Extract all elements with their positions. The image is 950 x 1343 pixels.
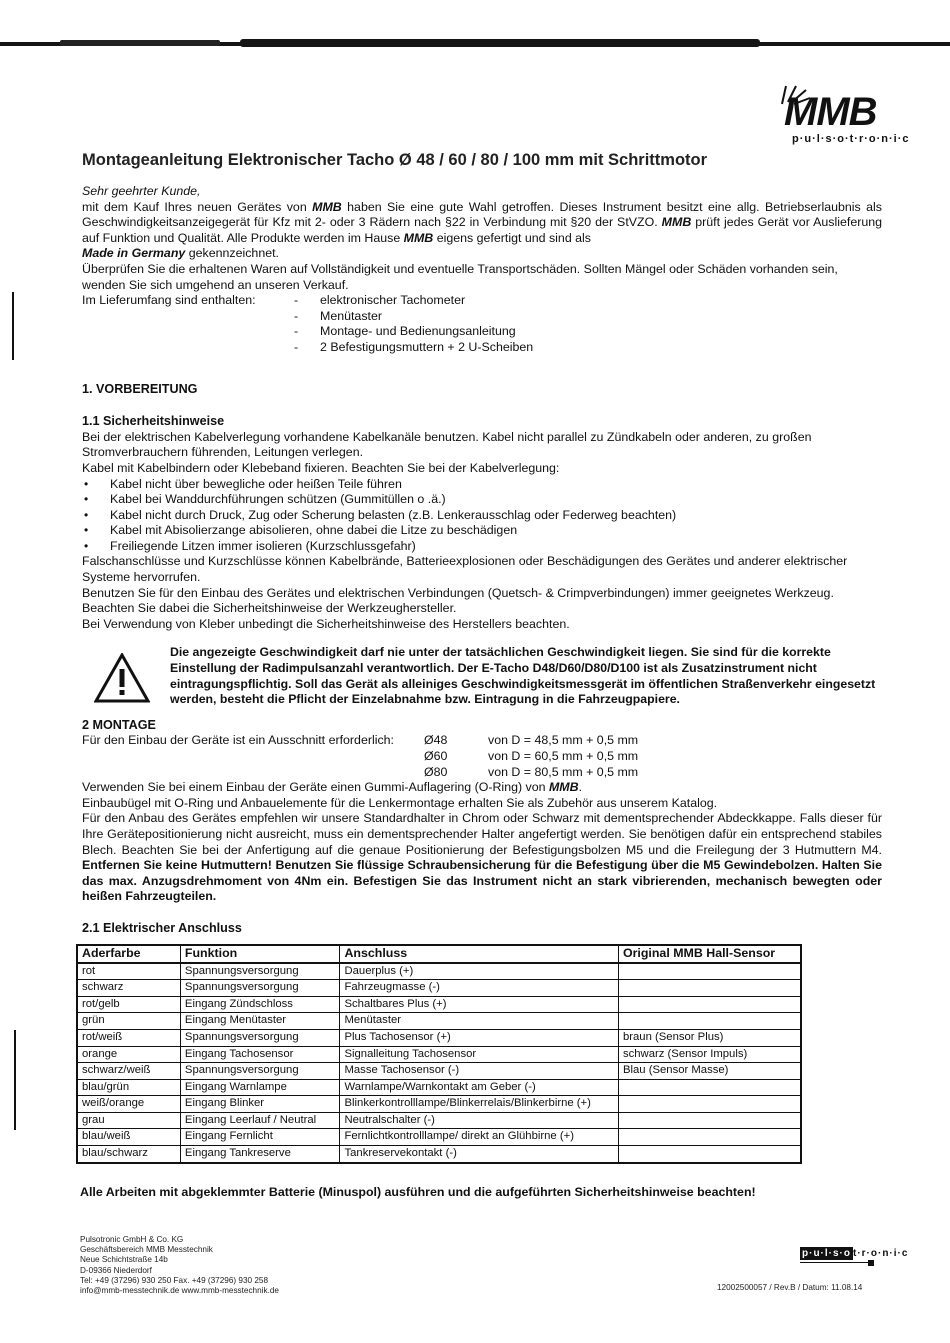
cutout-value: von D = 48,5 mm + 0,5 mm <box>488 733 639 748</box>
safety-paragraph: Falschanschlüsse und Kurzschlüsse können Kabelbrände, Batterieexplosionen oder Beschädigungen des Gerätes und anderer elektrischer Systeme hervorrufen. <box>82 554 848 585</box>
table-row: rot Spannungsversorgung Dauerplus (+) <box>77 963 801 980</box>
scope-label: Im Lieferumfang sind enthalten: <box>82 293 256 308</box>
list-item: • Kabel nicht durch Druck, Zug oder Scherung belasten (z.B. Lenkerausschlag oder Federweg beachten) <box>82 508 882 524</box>
warning-box <box>82 645 882 707</box>
warning-triangle-icon <box>94 653 150 703</box>
list-item: • Kabel mit Abisolierzange abisolieren, ohne dabei die Litze zu beschädigen <box>82 523 882 539</box>
subsection-heading-safety: 1.1 Sicherheitshinweise <box>82 414 225 429</box>
safety-paragraph: Bei Verwendung von Kleber unbedingt die Sicherheitshinweise des Herstellers beachten. <box>82 616 570 631</box>
scope-item: elektronischer Tachometer <box>320 293 466 308</box>
table-row: orange Eingang Tachosensor Signalleitung Tachosensor schwarz (Sensor Impuls) <box>77 1046 801 1063</box>
list-item: • Kabel nicht über bewegliche oder heißen Teile führen <box>82 477 882 493</box>
cutout-label: Für den Einbau der Geräte ist ein Ausschnitt erforderlich: <box>82 733 394 748</box>
table-row: grau Eingang Leerlauf / Neutral Neutralschalter (-) <box>77 1112 801 1129</box>
margin-mark <box>12 292 14 360</box>
safety-paragraph: Bei der elektrischen Kabelverlegung vorhandene Kabelkanäle benutzen. Kabel nicht parallel zu Zündkabeln oder anderen, zu großen Stromverbrauchern führenden, Leitungen verlegen. <box>82 429 812 460</box>
column-header: Original MMB Hall-Sensor <box>618 945 801 963</box>
table-row: blau/schwarz Eingang Tankreserve Tankreservekontakt (-) <box>77 1146 801 1163</box>
column-header: Funktion <box>180 945 340 963</box>
made-in-germany: Made in Germany gekennzeichnet. <box>82 246 279 261</box>
table-row: rot/gelb Eingang Zündschloss Schaltbares Plus (+) <box>77 996 801 1013</box>
cutout-value: von D = 60,5 mm + 0,5 mm <box>488 749 639 763</box>
brand-name: MMB <box>403 230 434 245</box>
section-heading-preparation: 1. VORBEREITUNG <box>82 381 198 396</box>
footer-line: Neue Schichtstraße 14b <box>80 1255 168 1265</box>
footer-line: D-09366 Niederdorf <box>80 1265 152 1275</box>
cutout-size: Ø60 <box>424 749 448 763</box>
cutout-size: Ø80 <box>424 764 448 779</box>
warning-text: Die angezeigte Geschwindigkeit darf nie unter der tatsächlichen Geschwindigkeit liegen. Sie sind für die korrekte Einstellung der Radimpulsanzahl verantwortlich. Der E-Tacho D48/D60/D80/D100 ist als Zusatzinstrument nicht eintragungspflichtig. Soll das Gerät als alleiniges Geschwindigkeitsmessgerät im öffentlichen Straßenverkehr eingesetzt werden, besteht die Pflicht der Einzelabnahme bzw. Eintragung in die Fahrzeugpapiere. <box>170 645 876 707</box>
brand-name: MMB <box>312 199 342 214</box>
top-scan-bar <box>0 38 950 50</box>
logo-mark: MMB <box>784 90 877 134</box>
final-safety-note: Alle Arbeiten mit abgeklemmter Batterie (Minuspol) ausführen und die aufgeführten Sicherheitshinweise beachten! <box>80 1185 756 1199</box>
column-header: Aderfarbe <box>77 945 180 963</box>
wiring-table <box>76 944 802 1164</box>
intro-paragraph: mit dem Kauf Ihres neuen Gerätes von MMB haben Sie eine gute Wahl getroffen. Dieses Instrument besitzt eine allg. Betriebserlaubnis als Geschwindigkeitsanzeigegerät für Kfz mit 2- oder 3 Rädern nach §22 in Verbindung mit §20 der StVZO. MMB prüft jedes Gerät vor Auslieferung auf Funktion und Qualität. Alle Produkte werden im Hause MMB eigens gefertigt und sind als <box>82 199 883 245</box>
greeting: Sehr geehrter Kunde, <box>82 184 201 198</box>
wiring-table-body <box>77 963 801 1163</box>
table-row: grün Eingang Menütaster Menütaster <box>77 1013 801 1030</box>
table-row: blau/grün Eingang Warnlampe Warnlampe/Warnkontakt am Geber (-) <box>77 1079 801 1096</box>
cutout-size: Ø48 <box>424 733 448 748</box>
safety-bullet-list <box>82 477 882 555</box>
document-body <box>82 184 882 1164</box>
footer-line: Tel: +49 (37296) 930 250 Fax. +49 (37296) 930 258 <box>80 1275 268 1285</box>
scope-item: 2 Befestigungsmuttern + 2 U-Scheiben <box>320 339 534 354</box>
footer-address <box>80 1235 279 1296</box>
scope-item: Montage- und Bedienungsanleitung <box>320 324 516 339</box>
pulsotronic-logo: p·u·l·s·o t·r·o·n·i·c <box>800 1248 908 1259</box>
brand-name: MMB <box>661 215 692 230</box>
logo-sub: p·u·l·s·o·t·r·o·n·i·c <box>792 133 910 145</box>
footer-line: Geschäftsbereich MMB Messtechnik <box>80 1245 213 1255</box>
cutout-table <box>82 733 882 780</box>
document-number: 12002500057 / Rev.B / Datum: 11.08.14 <box>717 1283 863 1292</box>
footer-line: Pulsotronic GmbH & Co. KG <box>80 1235 184 1244</box>
mmb-logo <box>762 78 910 148</box>
table-header-row <box>77 945 801 963</box>
table-row: schwarz/weiß Spannungsversorgung Masse Tachosensor (-) Blau (Sensor Masse) <box>77 1063 801 1080</box>
delivery-scope: Im Lieferumfang sind enthalten: - elektronischer Tachometer - Menütaster - Montage- und Bedienungsanleitung - 2 Befestigungsmuttern + 2 U-Scheiben <box>82 293 882 355</box>
bracket-paragraph: Einbaubügel mit O-Ring und Anbauelemente für die Lenkermontage erhalten Sie als Zubehör aus unserem Katalog. <box>82 795 718 810</box>
oring-paragraph: Verwenden Sie bei einem Einbau der Geräte einen Gummi-Auflagering (O-Ring) von MMB. <box>82 780 583 795</box>
mounting-paragraph: Für den Anbau des Gerätes empfehlen wir unsere Standardhalter in Chrom oder Schwarz mit dementsprechender Abdeckkappe. Falls dieser für Ihre Gerätepositionierung nicht ausreicht, muss ein dementsprechender Halter angefertigt werden. Sie benötigen dafür ein entsprechend stabiles Blech. Beachten Sie bei der Anfertigung auf die genaue Positionierung der Befestigungsbolzen M5 und die Freilegung der 3 Hutmuttern M4. Entfernen Sie keine Hutmuttern! Benutzen Sie flüssige Schraubensicherung für die Befestigung über die M5 Gewindebolzen. Halten Sie das max. Anzugsdrehmoment von 4Nm ein. Befestigen Sie das Instrument nicht an stark vibrierenden, mechanisch bewegten oder heißen Fahrzeugteilen. <box>82 811 882 904</box>
table-row: rot/weiß Spannungsversorgung Plus Tachosensor (+) braun (Sensor Plus) <box>77 1029 801 1046</box>
cutout-value: von D = 80,5 mm + 0,5 mm <box>488 764 639 779</box>
check-paragraph: Überprüfen Sie die erhaltenen Waren auf Vollständigkeit und eventuelle Transportschäden. Sollten Mängel oder Schäden vorhanden sein, wenden Sie sich umgehend an unseren Verkauf. <box>82 261 838 292</box>
table-row: weiß/orange Eingang Blinker Blinkerkontrolllampe/Blinkerrelais/Blinkerbirne (+) <box>77 1096 801 1113</box>
table-row: schwarz Spannungsversorgung Fahrzeugmasse (-) <box>77 980 801 997</box>
list-item: • Freiliegende Litzen immer isolieren (Kurzschlussgefahr) <box>82 539 882 555</box>
page-title: Montageanleitung Elektronischer Tacho Ø 48 / 60 / 80 / 100 mm mit Schrittmotor <box>82 151 708 169</box>
footer-line: info@mmb-messtechnik.de www.mmb-messtechnik.de <box>80 1286 279 1296</box>
column-header: Anschluss <box>340 945 618 963</box>
table-row: blau/weiß Eingang Fernlicht Fernlichtkontrolllampe/ direkt an Glühbirne (+) <box>77 1129 801 1146</box>
brand-name: MMB <box>548 780 579 795</box>
margin-mark <box>14 1030 16 1130</box>
list-item: • Kabel bei Wanddurchführungen schützen (Gummitüllen o .ä.) <box>82 492 882 508</box>
section-heading-mounting: 2 MONTAGE <box>82 717 156 732</box>
safety-paragraph: Kabel mit Kabelbindern oder Klebeband fixieren. Beachten Sie bei der Kabelverlegung: <box>82 460 560 475</box>
safety-paragraph: Benutzen Sie für den Einbau des Gerätes und elektrischen Verbindungen (Quetsch- & Crimpverbindungen) immer geeignetes Werkzeug. Beachten Sie dabei die Sicherheitshinweise der Werkzeughersteller. <box>82 585 834 616</box>
subsection-heading-electrical: 2.1 Elektrischer Anschluss <box>82 920 242 935</box>
scope-item: Menütaster <box>320 308 382 323</box>
